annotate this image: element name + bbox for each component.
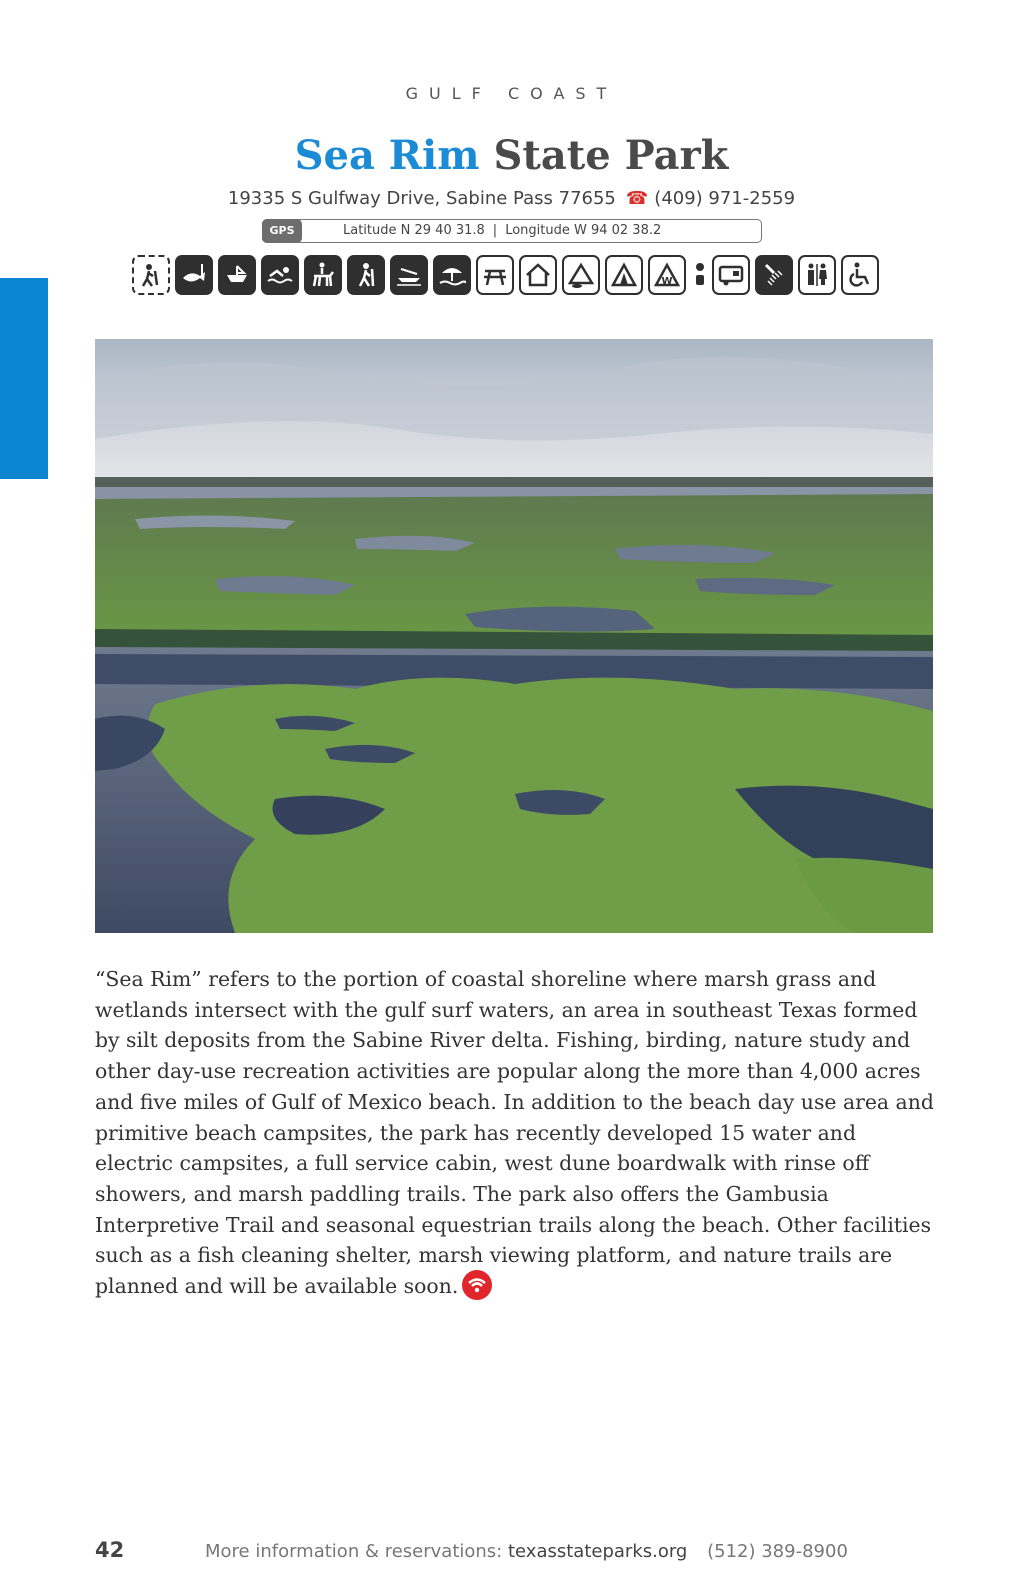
- park-title-accent: Sea Rim: [294, 132, 480, 179]
- wifi-icon: [462, 1270, 492, 1300]
- fishing-icon: [175, 255, 213, 295]
- restrooms-icon: [798, 255, 836, 295]
- park-description: [95, 964, 940, 1303]
- gps-latitude: Latitude N 29 40 31.8: [343, 223, 485, 238]
- gps-longitude: Longitude W 94 02 38.2: [505, 223, 662, 238]
- park-title-rest: State Park: [493, 132, 729, 179]
- interpretive-trail-icon: [132, 255, 170, 295]
- equestrian-icon: [304, 255, 342, 295]
- park-title: [0, 132, 1023, 179]
- footer-website-link[interactable]: texasstateparks.org: [507, 1541, 688, 1562]
- paddling-icon: [390, 255, 428, 295]
- amenity-icons: [132, 255, 898, 297]
- park-address: 19335 S Gulfway Drive, Sabine Pass 77655: [227, 188, 616, 209]
- electric-icon: [691, 255, 709, 295]
- section-color-tab: [0, 278, 48, 479]
- park-address-line: [0, 188, 1023, 209]
- svg-text:W: W: [661, 276, 673, 287]
- swimming-icon: [261, 255, 299, 295]
- park-phone[interactable]: (409) 971-2559: [654, 188, 796, 209]
- cabin-icon: [519, 255, 557, 295]
- gps-separator: |: [492, 223, 498, 238]
- accessible-icon: [841, 255, 879, 295]
- park-photo: [95, 339, 933, 933]
- hiking-icon: [347, 255, 385, 295]
- gps-badge: GPS: [262, 219, 302, 243]
- showers-icon: [755, 255, 793, 295]
- page-number: 42: [95, 1538, 125, 1562]
- section-heading: GULF COAST: [405, 84, 618, 103]
- phone-icon: ☎: [625, 188, 649, 209]
- picnic-icon: [476, 255, 514, 295]
- tent-camping-icon: [605, 255, 643, 295]
- footer-label: More information & reservations:: [205, 1541, 503, 1562]
- gps-text: [343, 223, 661, 238]
- water-campsite-icon: [648, 255, 686, 295]
- rv-camping-icon: [712, 255, 750, 295]
- beach-icon: [433, 255, 471, 295]
- footer-info: [205, 1541, 848, 1562]
- boat-ramp-icon: [218, 255, 256, 295]
- footer-phone[interactable]: (512) 389-8900: [707, 1541, 848, 1562]
- primitive-camping-icon: [562, 255, 600, 295]
- gps-coordinates-bar: [262, 219, 762, 243]
- park-description-text: “Sea Rim” refers to the portion of coastal shoreline where marsh grass and wetlands intersect with the gulf surf waters, an area in southeast Texas formed by silt deposits from the Sabine River delta. Fishing, birding, nature study and other day-use recreation activities are popular along the more than 4,000 acres and five miles of Gulf of Mexico beach. In addition to the beach day use area and primitive beach campsites, the park has recently developed 15 water and electric campsites, a full service cabin, west dune boardwalk with rinse off showers, and marsh paddling trails. The park also offers the Gambusia Interpretive Trail and seasonal equestrian trails along the beach. Other facilities such as a fish cleaning shelter, marsh viewing platform, and nature trails are planned and will be available soon.: [95, 967, 934, 1299]
